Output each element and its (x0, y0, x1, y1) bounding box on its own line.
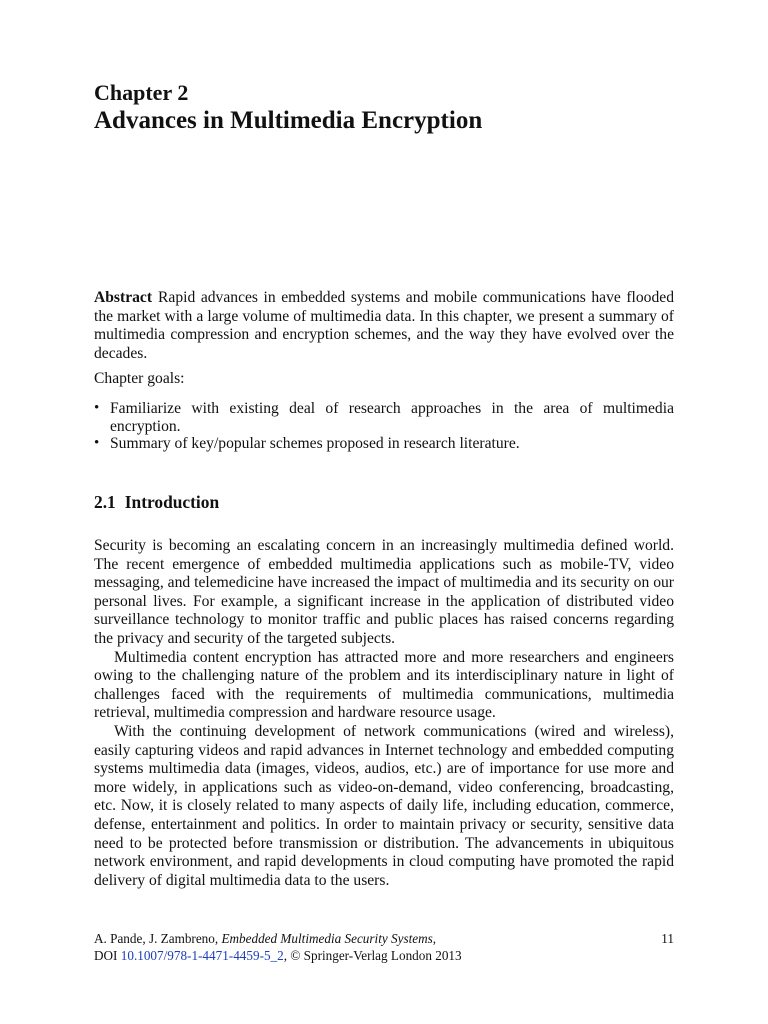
chapter-goals-list (94, 400, 674, 453)
section-heading (94, 491, 219, 513)
footer-book-title: Embedded Multimedia Security Systems (221, 931, 433, 946)
copyright-text: , © Springer-Verlag London 2013 (283, 947, 462, 963)
abstract (94, 289, 674, 363)
abstract-text: Rapid advances in embedded systems and mobile communications have flooded the market with a large volume of multimedia data. In this chapter, we present a summary of multimedia compression and encryption schemes, and the way they have evolved over the decades. (94, 289, 674, 362)
goal-text: Summary of key/popular schemes proposed in research literature. (110, 435, 520, 452)
doi-link[interactable]: 10.1007/978-1-4471-4459-5_2 (120, 947, 284, 963)
chapter-title: Advances in Multimedia Encryption (94, 107, 483, 134)
abstract-label: Abstract (94, 289, 153, 306)
section-number: 2.1 (94, 492, 116, 512)
list-item (94, 435, 674, 453)
paragraph: Security is becoming an escalating concern in an increasingly multimedia defined world. The recent emergence of embedded multimedia applications such as mobile-TV, video messaging, and telemedicine have increased the impact of multimedia and its security on our personal lives. For example, a significant increase in the application of distributed video surveillance technology to monitor traffic and public places has raised concerns regarding the privacy and security of the targeted subjects. (94, 537, 674, 647)
chapter-label: Chapter 2 (94, 80, 189, 105)
bullet-icon: • (94, 435, 100, 451)
footer-authors: A. Pande, J. Zambreno, (94, 931, 219, 946)
page-number: 11 (661, 931, 674, 946)
list-item (94, 400, 674, 435)
paragraph: Multimedia content encryption has attracted more and more researchers and engineers owing to the challenging nature of the problem and its interdisciplinary nature in light of challenges faced with the requirements of multimedia communications, multimedia retrieval, multimedia compression and hardware resource usage. (94, 648, 674, 722)
body-text (94, 537, 674, 890)
citation-line (94, 931, 674, 948)
footer-after-title: , (432, 931, 437, 946)
doi-prefix: DOI (94, 947, 118, 963)
section-title: Introduction (124, 492, 220, 512)
paragraph: With the continuing development of network communications (wired and wireless), easily capturing videos and rapid advances in Internet technology and embedded computing systems multimedia data (images, videos, audios, etc.) are of importance for use more and more widely, in applications such as video-on-demand, video conferencing, broadcasting, etc. Now, it is closely related to many aspects of daily life, including education, commerce, defense, entertainment and politics. In order to maintain privacy or security, sensitive data need to be protected before transmission or distribution. The advancements in ubiquitous network environment, and rapid developments in cloud computing have promoted the rapid delivery of digital multimedia data to the users. (94, 722, 674, 889)
doi-line (94, 948, 674, 965)
bullet-icon: • (94, 400, 100, 416)
chapter-goals-heading: Chapter goals: (94, 370, 185, 387)
goal-text: Familiarize with existing deal of research approaches in the area of multimedia encryption. (110, 400, 674, 435)
footer (94, 931, 674, 964)
